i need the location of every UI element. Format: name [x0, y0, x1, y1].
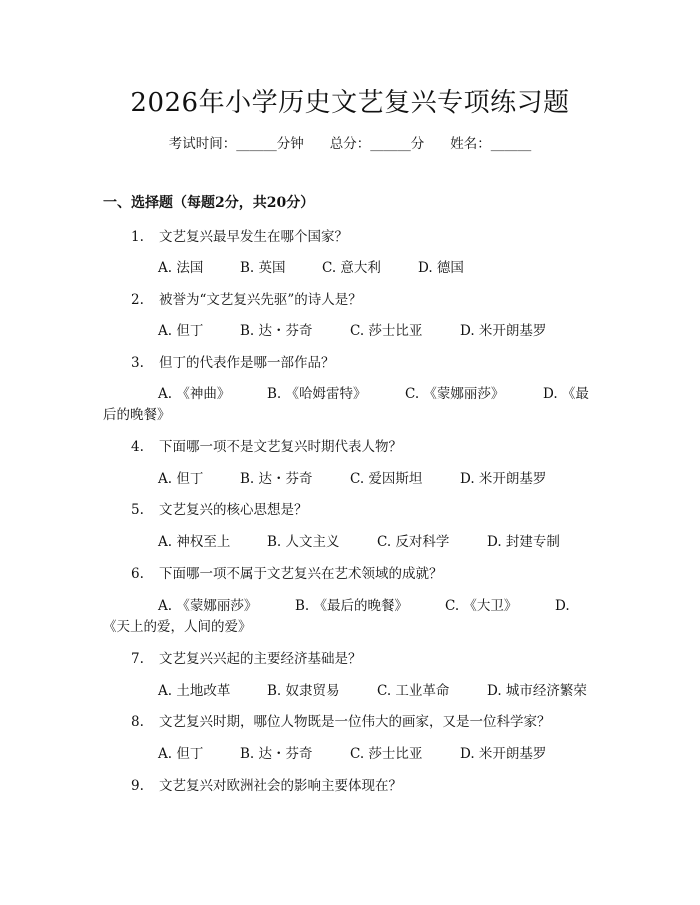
option-b: B. 人文主义	[267, 534, 340, 550]
option-c: C. 《大卫》	[445, 598, 518, 614]
question-5-options	[158, 530, 560, 550]
option-b: B. 英国	[240, 260, 286, 276]
question-text: 文艺复兴兴起的主要经济基础是？	[159, 651, 362, 667]
option-b: B. 达・芬奇	[240, 746, 313, 762]
option-a: A. 法国	[158, 260, 204, 276]
option-d: D. 《最	[543, 386, 589, 402]
option-c: C. 莎士比亚	[350, 323, 423, 339]
question-9	[131, 774, 402, 794]
option-a: A. 神权至上	[158, 534, 231, 550]
option-d: D. 德国	[418, 260, 464, 276]
option-b: B. 奴隶贸易	[267, 683, 340, 699]
question-text: 但丁的代表作是哪一部作品？	[159, 355, 335, 371]
question-4	[131, 435, 402, 455]
option-c: C. 工业革命	[377, 683, 450, 699]
option-c: C. 《蒙娜丽莎》	[405, 386, 505, 402]
exam-name-field: 姓名：______	[450, 136, 532, 152]
question-1	[131, 225, 348, 245]
question-number: 4.	[131, 439, 144, 455]
option-d: D. 城市经济繁荣	[487, 683, 587, 699]
question-7-options	[158, 679, 587, 699]
question-4-options	[158, 467, 546, 487]
question-number: 9.	[131, 778, 144, 794]
question-text: 文艺复兴时期，哪位人物既是一位伟大的画家，又是一位科学家？	[159, 714, 551, 730]
question-text: 被誉为“文艺复兴先驱”的诗人是？	[159, 292, 362, 308]
question-5	[131, 498, 308, 518]
section-heading-choice: 一、选择题（每题2分，共20分）	[103, 195, 315, 211]
exam-time: 考试时间：______分钟	[168, 136, 304, 152]
exam-meta	[0, 132, 700, 152]
question-number: 8.	[131, 714, 144, 730]
option-b: B. 《哈姆雷特》	[267, 386, 367, 402]
question-7	[131, 647, 362, 667]
question-text: 文艺复兴的核心思想是？	[159, 502, 308, 518]
question-number: 2.	[131, 292, 144, 308]
option-d: D. 米开朗基罗	[460, 323, 547, 339]
option-a: A. 土地改革	[158, 683, 231, 699]
option-a: A. 但丁	[158, 323, 204, 339]
question-8-options	[158, 742, 546, 762]
question-6	[131, 562, 443, 582]
question-2-options	[158, 319, 546, 339]
question-8	[131, 710, 551, 730]
question-text: 下面哪一项不是文艺复兴时期代表人物？	[159, 439, 402, 455]
option-a: A. 但丁	[158, 471, 204, 487]
option-a: A. 但丁	[158, 746, 204, 762]
option-d: D. 米开朗基罗	[460, 471, 547, 487]
page-title: 2026年小学历史文艺复兴专项练习题	[130, 88, 570, 118]
option-c: C. 反对科学	[377, 534, 450, 550]
option-c: C. 莎士比亚	[350, 746, 423, 762]
option-a: A. 《神曲》	[158, 386, 231, 402]
question-6-options	[158, 594, 570, 614]
question-3	[131, 351, 335, 371]
question-text: 文艺复兴最早发生在哪个国家？	[159, 229, 348, 245]
question-3-option-d-wrap: 后的晚餐》	[103, 407, 171, 423]
question-number: 3.	[131, 355, 144, 371]
option-c: C. 意大利	[322, 260, 381, 276]
option-a: A. 《蒙娜丽莎》	[158, 598, 258, 614]
question-number: 5.	[131, 502, 144, 518]
option-d: D. 米开朗基罗	[460, 746, 547, 762]
question-2	[131, 288, 362, 308]
question-text: 下面哪一项不属于文艺复兴在艺术领域的成就？	[159, 566, 443, 582]
exam-total-score: 总分：______分	[329, 136, 425, 152]
option-d: D. 封建专制	[487, 534, 560, 550]
option-b: B. 《最后的晚餐》	[295, 598, 409, 614]
option-b: B. 达・芬奇	[240, 323, 313, 339]
question-6-option-d-wrap: 《天上的爱，人间的爱》	[103, 619, 252, 635]
question-number: 6.	[131, 566, 144, 582]
option-d: D.	[555, 598, 570, 614]
option-c: C. 爱因斯坦	[350, 471, 423, 487]
question-3-options	[158, 382, 589, 402]
question-number: 7.	[131, 651, 144, 667]
question-1-options	[158, 256, 464, 276]
option-b: B. 达・芬奇	[240, 471, 313, 487]
question-number: 1.	[131, 229, 144, 245]
question-text: 文艺复兴对欧洲社会的影响主要体现在？	[159, 778, 402, 794]
